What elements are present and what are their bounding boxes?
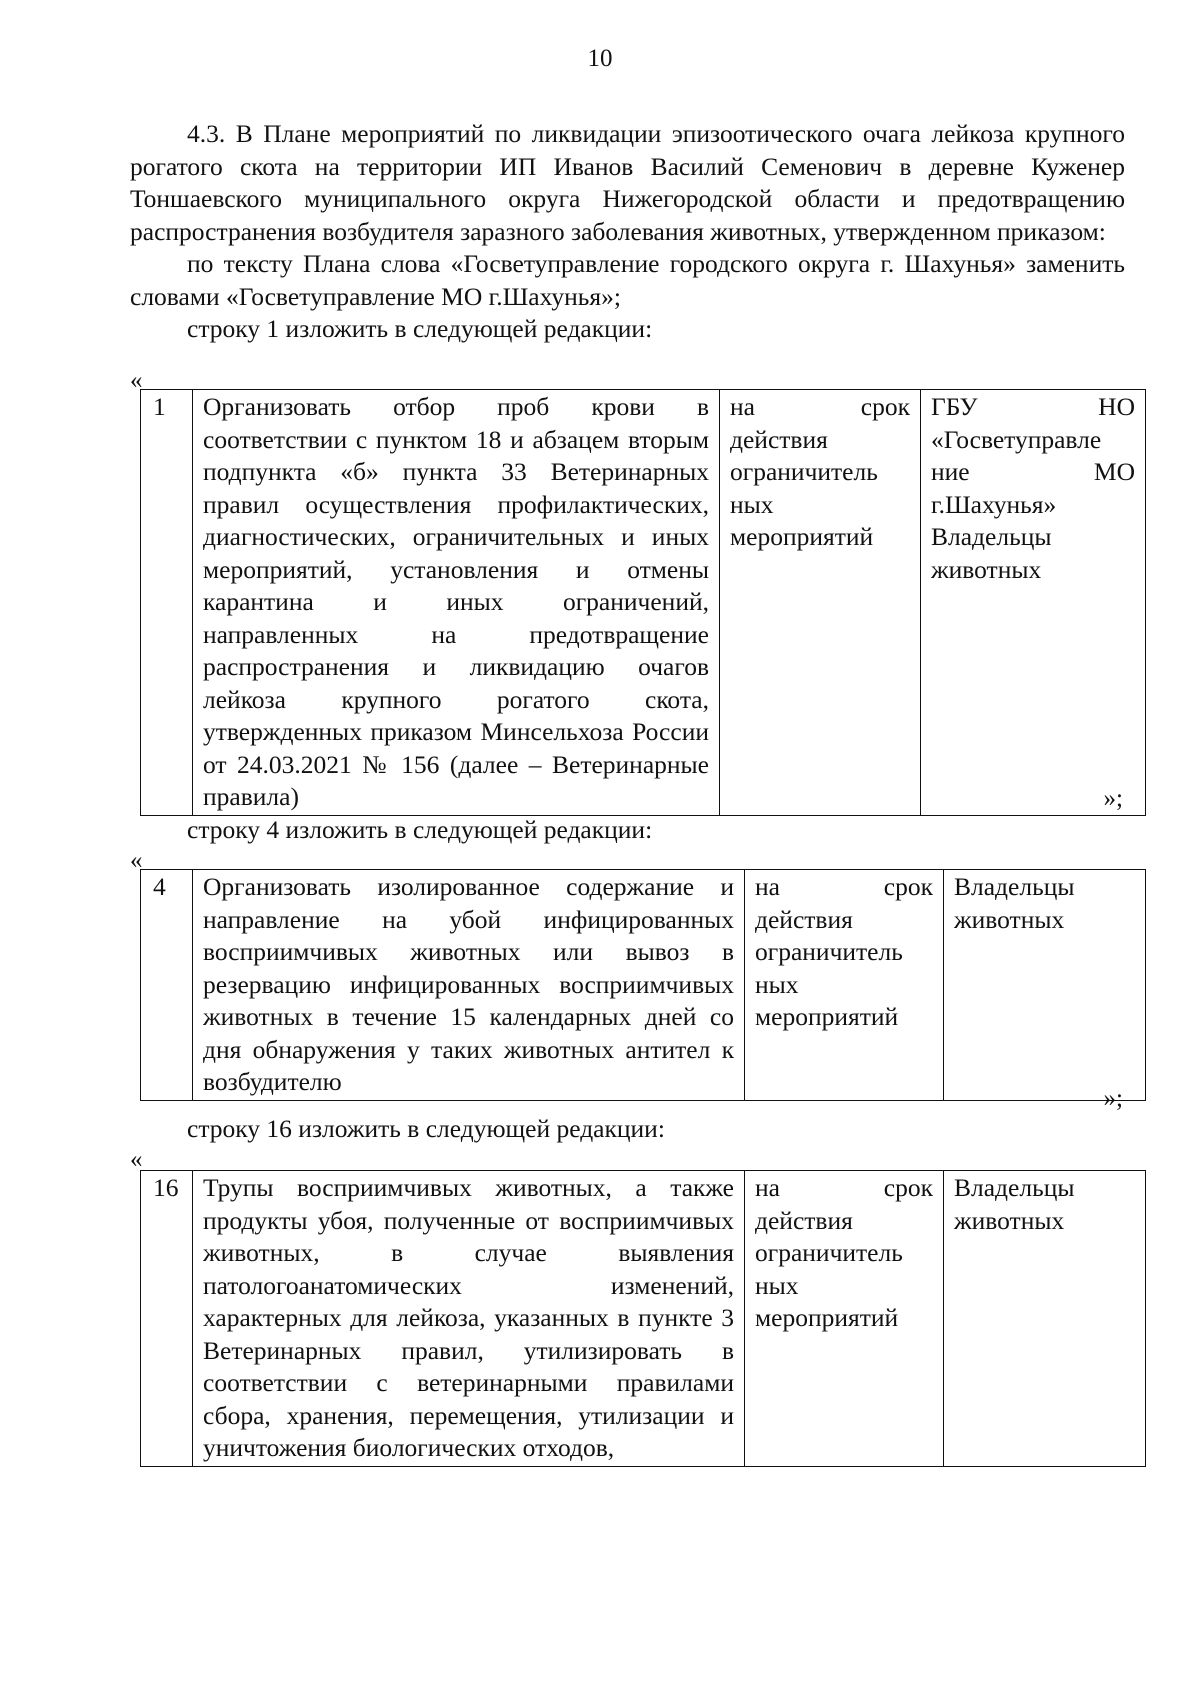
row-4-instruction-block <box>130 814 1125 847</box>
closing-quote: »; <box>1103 1085 1123 1112</box>
opening-quote: « <box>130 367 143 394</box>
row-1-instruction: строку 1 изложить в следующей редакции: <box>187 314 653 343</box>
table-row <box>141 870 1146 1101</box>
row-16-instruction-block <box>130 1113 1125 1146</box>
measure-text: Трупы восприимчивых животных, а также продукты убоя, полученные от восприимчивых животных, в случае выявления патологоанатомических изменений, характерных для лейкоза, указанных в пункте 3 Ветеринарных правил, утилизировать в соответствии с ветеринарными правилами сбора, хранения, перемещения, утилизации и уничтожения биологических отходов, <box>193 1171 745 1467</box>
row-number: 4 <box>141 870 193 1101</box>
responsible-text: Владельцы животных <box>944 1171 1146 1467</box>
closing-quote: »; <box>1103 785 1123 812</box>
row-number: 1 <box>141 390 193 816</box>
row-number: 16 <box>141 1171 193 1467</box>
table-row <box>141 390 1146 816</box>
page-number: 10 <box>587 45 613 72</box>
intro-block <box>130 118 1125 346</box>
opening-quote: « <box>130 1146 143 1173</box>
responsible-text: ГБУ НО «Госветуправле ние МО г.Шахунья» Владельцы животных <box>921 390 1146 816</box>
deadline-text: на срок действия ограничитель ных мероприятий <box>745 870 944 1101</box>
plan-row-16-table <box>140 1170 1146 1467</box>
deadline-text: на срок действия ограничитель ных мероприятий <box>745 1171 944 1467</box>
amendment-paragraph: 4.3. В Плане мероприятий по ликвидации эпизоотического очага лейкоза крупного рогатого скота на территории ИП Иванов Василий Семенович в деревне Куженер Тоншаевского муниципального округа Нижегородской области и предотвращению распространения возбудителя заразного заболевания животных, утвержденном приказом: <box>130 119 1125 246</box>
row-16-instruction: строку 16 изложить в следующей редакции: <box>187 1114 665 1143</box>
measure-text: Организовать отбор проб крови в соответствии с пунктом 18 и абзацем вторым подпункта «б» пункта 33 Ветеринарных правил осуществления профилактических, диагностических, ограничительных и иных мероприятий, установления и отмены карантина и иных ограничений, направленных на предотвращение распространения и ликвидацию очагов лейкоза крупного рогатого скота, утвержденных приказом Минсельхоза России от 24.03.2021 № 156 (далее – Ветеринарные правила) <box>193 390 720 816</box>
row-4-instruction: строку 4 изложить в следующей редакции: <box>187 815 653 844</box>
plan-row-1-table <box>140 389 1146 816</box>
responsible-text: Владельцы животных <box>944 870 1146 1101</box>
deadline-text: на срок действия ограничитель ных мероприятий <box>720 390 921 816</box>
table-row <box>141 1171 1146 1467</box>
opening-quote: « <box>130 847 143 874</box>
measure-text: Организовать изолированное содержание и направление на убой инфицированных восприимчивых животных или вывоз в резервацию инфицированных восприимчивых животных в течение 15 календарных дней со дня обнаружения у таких животных антител к возбудителю <box>193 870 745 1101</box>
plan-row-4-table <box>140 869 1146 1101</box>
replacement-paragraph: по тексту Плана слова «Госветуправление городского округа г. Шахунья» заменить словами «Госветуправление МО г.Шахунья»; <box>130 249 1125 311</box>
